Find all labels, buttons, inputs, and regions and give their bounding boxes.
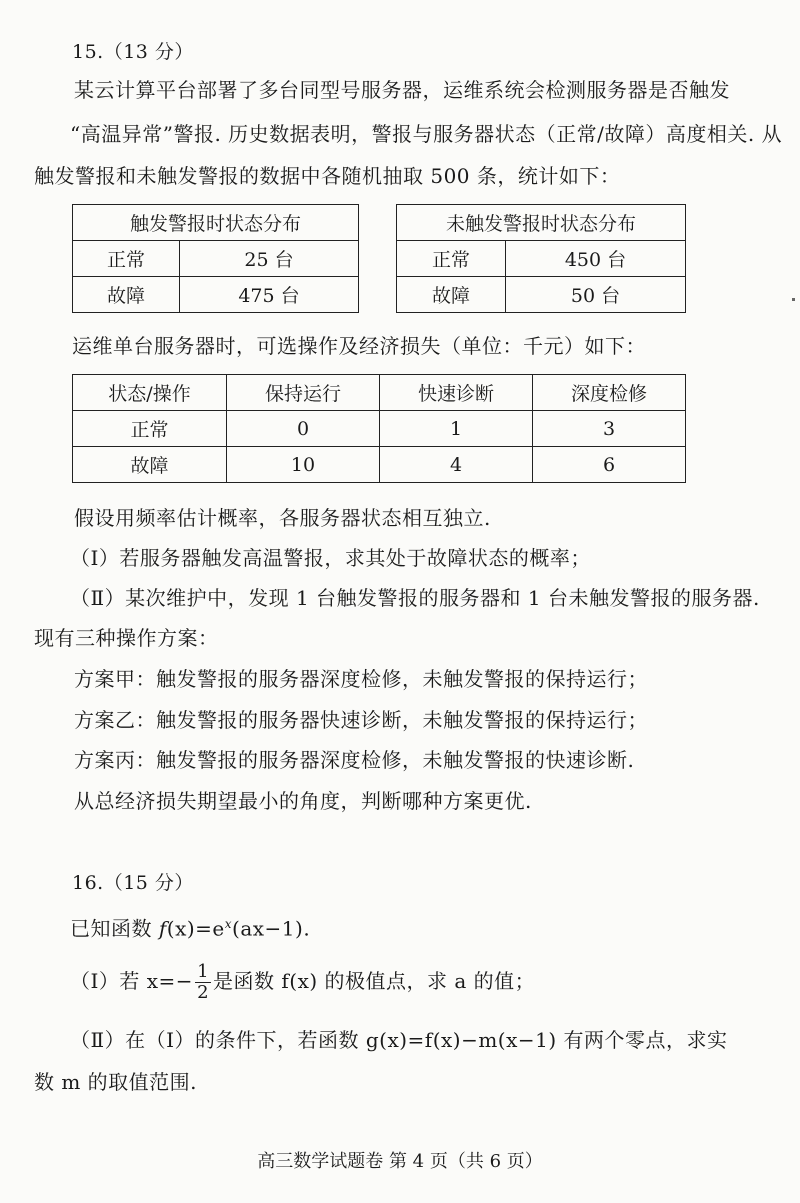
table-alarm-status [72, 204, 359, 313]
table-cell: 10 [227, 447, 380, 483]
q16-given-f: f [158, 916, 167, 941]
assumption: 假设用频率估计概率，各服务器状态相互独立. [74, 506, 491, 530]
table-no-alarm-title: 未触发警报时状态分布 [397, 205, 686, 241]
q15-part-2-line-2: 现有三种操作方案： [34, 626, 219, 650]
q16-part-1-suffix: 是函数 f(x) 的极值点，求 a 的值； [213, 969, 536, 993]
table-alarm-title: 触发警报时状态分布 [73, 205, 359, 241]
plan-b: 方案乙：触发警报的服务器快速诊断，未触发警报的保持运行； [74, 708, 648, 732]
table-cell: 故障 [73, 447, 227, 483]
table-header-cell: 深度检修 [533, 375, 686, 411]
plan-c: 方案丙：触发警报的服务器深度检修，未触发警报的快速诊断. [74, 748, 635, 772]
fraction-numerator: 1 [197, 961, 210, 982]
table-cell: 正常 [73, 241, 180, 277]
q15-header: 15.（13 分） [72, 41, 194, 63]
fraction [195, 962, 211, 1003]
q16-given-arg: (x)=e [166, 916, 225, 941]
table-cell: 475 台 [180, 277, 359, 313]
table-cell: 25 台 [180, 241, 359, 277]
q16-part-2-line-2: 数 m 的取值范围. [34, 1070, 198, 1094]
q15-conclusion: 从总经济损失期望最小的角度，判断哪种方案更优. [74, 789, 532, 813]
plan-a: 方案甲：触发警报的服务器深度检修，未触发警报的保持运行； [74, 667, 648, 691]
q16-part-1-prefix: （Ⅰ）若 x=− [70, 969, 194, 993]
q16-header: 16.（15 分） [72, 872, 194, 894]
table-cell: 50 台 [506, 277, 686, 313]
fraction-denominator: 2 [197, 982, 210, 1003]
table-cell: 1 [380, 411, 533, 447]
table-cell: 0 [227, 411, 380, 447]
table-cell: 3 [533, 411, 686, 447]
q15-intro-line-1: 某云计算平台部署了多台同型号服务器，运维系统会检测服务器是否触发 [74, 78, 730, 102]
q16-given-exponent: x [224, 917, 233, 931]
q16-given-suffix: (ax−1). [232, 916, 311, 941]
table-cell: 正常 [73, 411, 227, 447]
table-no-alarm-status [396, 204, 686, 313]
table-cell: 正常 [397, 241, 506, 277]
table-header-cell: 快速诊断 [380, 375, 533, 411]
table-cell: 故障 [73, 277, 180, 313]
table-header-cell: 状态/操作 [73, 375, 227, 411]
page-footer: 高三数学试题卷 第 4 页（共 6 页） [257, 1151, 543, 1172]
table-header-cell: 保持运行 [227, 375, 380, 411]
q16-given-prefix: 已知函数 [70, 916, 159, 941]
q15-part-1: （Ⅰ）若服务器触发高温警报，求其处于故障状态的概率； [70, 546, 591, 570]
scan-speck [792, 298, 795, 301]
table-cell: 故障 [397, 277, 506, 313]
q15-intro-line-3: 触发警报和未触发警报的数据中各随机抽取 500 条，统计如下： [34, 164, 621, 188]
loss-intro: 运维单台服务器时，可选操作及经济损失（单位：千元）如下： [72, 334, 646, 358]
q16-part-2-line-1: （Ⅱ）在（Ⅰ）的条件下，若函数 g(x)=f(x)−m(x−1) 有两个零点，求实 [70, 1028, 728, 1052]
q15-part-2-line-1: （Ⅱ）某次维护中，发现 1 台触发警报的服务器和 1 台未触发警报的服务器. [70, 586, 760, 610]
q16-part-1 [70, 958, 535, 1004]
table-cell: 6 [533, 447, 686, 483]
q15-intro-line-2: “高温异常”警报. 历史数据表明，警报与服务器状态（正常/故障）高度相关. 从 [70, 122, 783, 146]
table-cell: 450 台 [506, 241, 686, 277]
table-operation-loss [72, 374, 686, 483]
table-cell: 4 [380, 447, 533, 483]
q16-given [70, 910, 310, 943]
